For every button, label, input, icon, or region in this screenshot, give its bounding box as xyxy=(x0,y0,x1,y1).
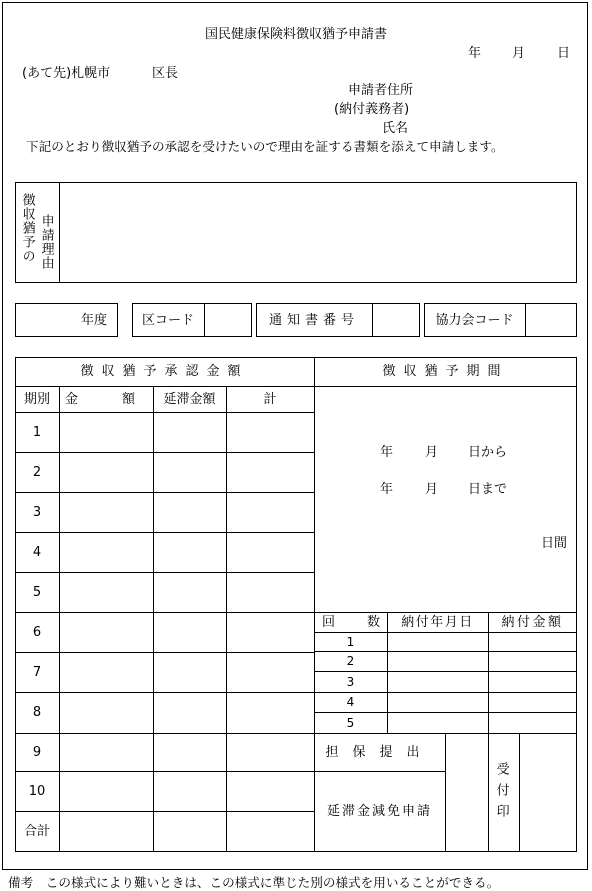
late-fee-field[interactable] xyxy=(156,495,223,529)
inst-count-label: 回数 xyxy=(322,614,413,630)
installment-amount-field[interactable] xyxy=(491,673,574,690)
inst-amount-label: 納付金額 xyxy=(501,614,564,630)
installment-amount-field[interactable] xyxy=(491,694,574,710)
total-field[interactable] xyxy=(229,535,311,569)
col-amount-label: 金額 xyxy=(65,391,180,407)
late-fee-field[interactable] xyxy=(156,535,223,569)
installment-amount-field[interactable] xyxy=(491,634,574,649)
date-day-label: 日 xyxy=(557,46,571,61)
reason-label-right: 申請理由 xyxy=(38,214,54,270)
installment-number: 1 xyxy=(346,634,355,649)
amount-field[interactable] xyxy=(62,736,150,768)
installment-date-field[interactable] xyxy=(390,653,485,669)
collateral-label: 担保提出 xyxy=(325,744,434,760)
installment-amount-field[interactable] xyxy=(491,653,574,669)
period-number: 10 xyxy=(28,783,46,799)
from-day-label: 日から xyxy=(468,445,508,460)
ward-code-field[interactable] xyxy=(207,309,249,331)
date-year-label: 年 xyxy=(468,46,482,61)
to-day-label: 日まで xyxy=(468,482,508,497)
late-fee-field[interactable] xyxy=(156,415,223,449)
addressee-prefix: (あて先)札幌市 xyxy=(22,66,111,81)
total-field[interactable] xyxy=(229,615,311,649)
from-month-label: 月 xyxy=(425,445,439,460)
installment-date-field[interactable] xyxy=(390,694,485,710)
total-field[interactable] xyxy=(229,736,311,768)
period-number: 2 xyxy=(32,464,42,480)
applicant-obligor-label: (納付義務者) xyxy=(334,102,410,117)
amount-field[interactable] xyxy=(62,655,150,689)
period-number: 9 xyxy=(32,744,42,760)
total-field[interactable] xyxy=(229,695,311,730)
late-fee-field[interactable] xyxy=(156,615,223,649)
amount-field[interactable] xyxy=(62,695,150,730)
notice-number-field[interactable] xyxy=(375,309,417,331)
notice-number-label: 通知書番号 xyxy=(268,312,359,328)
approval-amount-header: 徴収猶予承認金額 xyxy=(80,364,249,379)
applicant-name-label: 氏名 xyxy=(382,121,409,136)
installment-number: 4 xyxy=(346,695,355,709)
total-field[interactable] xyxy=(229,495,311,529)
late-fee-field[interactable] xyxy=(156,774,223,808)
amount-field[interactable] xyxy=(62,415,150,449)
total-field[interactable] xyxy=(229,455,311,489)
amount-field[interactable] xyxy=(62,495,150,529)
period-number: 5 xyxy=(32,584,42,600)
col-period-label: 期別 xyxy=(23,391,50,407)
installment-amount-field[interactable] xyxy=(491,714,574,731)
installment-number: 2 xyxy=(346,654,355,668)
col-total-label: 計 xyxy=(263,391,277,407)
amount-field[interactable] xyxy=(62,615,150,649)
installment-date-field[interactable] xyxy=(390,634,485,649)
installment-number: 3 xyxy=(346,674,355,689)
total-field[interactable] xyxy=(229,655,311,689)
form-title: 国民健康保険料徴収猶予申請書 xyxy=(204,27,387,42)
reason-label-left: 徴収猶予の xyxy=(19,193,35,263)
assoc-code-label: 協力会コード xyxy=(435,312,514,328)
addressee-suffix: 区長 xyxy=(152,66,179,81)
reason-text-area[interactable] xyxy=(62,185,576,283)
amount-field[interactable] xyxy=(62,535,150,569)
fiscal-year-label: 年度 xyxy=(80,312,107,328)
applicant-address-label: 申請者住所 xyxy=(348,83,414,98)
amount-field[interactable] xyxy=(62,774,150,808)
period-number: 8 xyxy=(32,705,42,720)
total-field[interactable] xyxy=(229,415,311,449)
receipt-stamp-label: 受付印 xyxy=(493,762,509,825)
col-late-fee-label: 延滞金額 xyxy=(163,391,216,407)
period-number: 1 xyxy=(32,424,42,440)
installment-date-field[interactable] xyxy=(390,673,485,690)
amount-field[interactable] xyxy=(62,455,150,489)
period-number: 3 xyxy=(32,504,42,520)
date-month-label: 月 xyxy=(512,46,526,61)
period-number: 6 xyxy=(32,624,42,640)
late-fee-field[interactable] xyxy=(156,655,223,689)
amount-field[interactable] xyxy=(62,814,150,849)
late-fee-field[interactable] xyxy=(156,575,223,609)
installment-date-field[interactable] xyxy=(390,714,485,731)
period-number: 4 xyxy=(32,544,42,560)
total-row-label: 合計 xyxy=(23,824,50,839)
late-fee-field[interactable] xyxy=(156,455,223,489)
to-month-label: 月 xyxy=(425,482,439,497)
late-fee-exemption-label: 延滞金減免申請 xyxy=(326,804,432,819)
assoc-code-field[interactable] xyxy=(528,309,574,331)
installment-number: 5 xyxy=(346,715,355,730)
ward-code-label: 区コード xyxy=(141,312,194,328)
from-year-label: 年 xyxy=(380,445,394,460)
fiscal-year-field[interactable] xyxy=(20,309,70,331)
footnote: 備考 この様式により難いときは、この様式に準じた別の様式を用いることができる。 xyxy=(8,875,500,890)
amount-field[interactable] xyxy=(62,575,150,609)
inst-date-label: 納付年月日 xyxy=(401,614,474,630)
total-field[interactable] xyxy=(229,774,311,808)
late-fee-field[interactable] xyxy=(156,814,223,849)
total-field[interactable] xyxy=(229,575,311,609)
period-number: 7 xyxy=(32,664,42,680)
intro-text: 下記のとおり徴収猶予の承認を受けたいので理由を証する書類を添えて申請します。 xyxy=(26,139,504,154)
ward-name-field[interactable] xyxy=(124,64,150,82)
to-year-label: 年 xyxy=(380,482,394,497)
days-label: 日間 xyxy=(541,536,568,551)
total-field[interactable] xyxy=(229,814,311,849)
late-fee-field[interactable] xyxy=(156,695,223,730)
late-fee-field[interactable] xyxy=(156,736,223,768)
deferral-period-header: 徴収猶予期間 xyxy=(382,364,509,379)
